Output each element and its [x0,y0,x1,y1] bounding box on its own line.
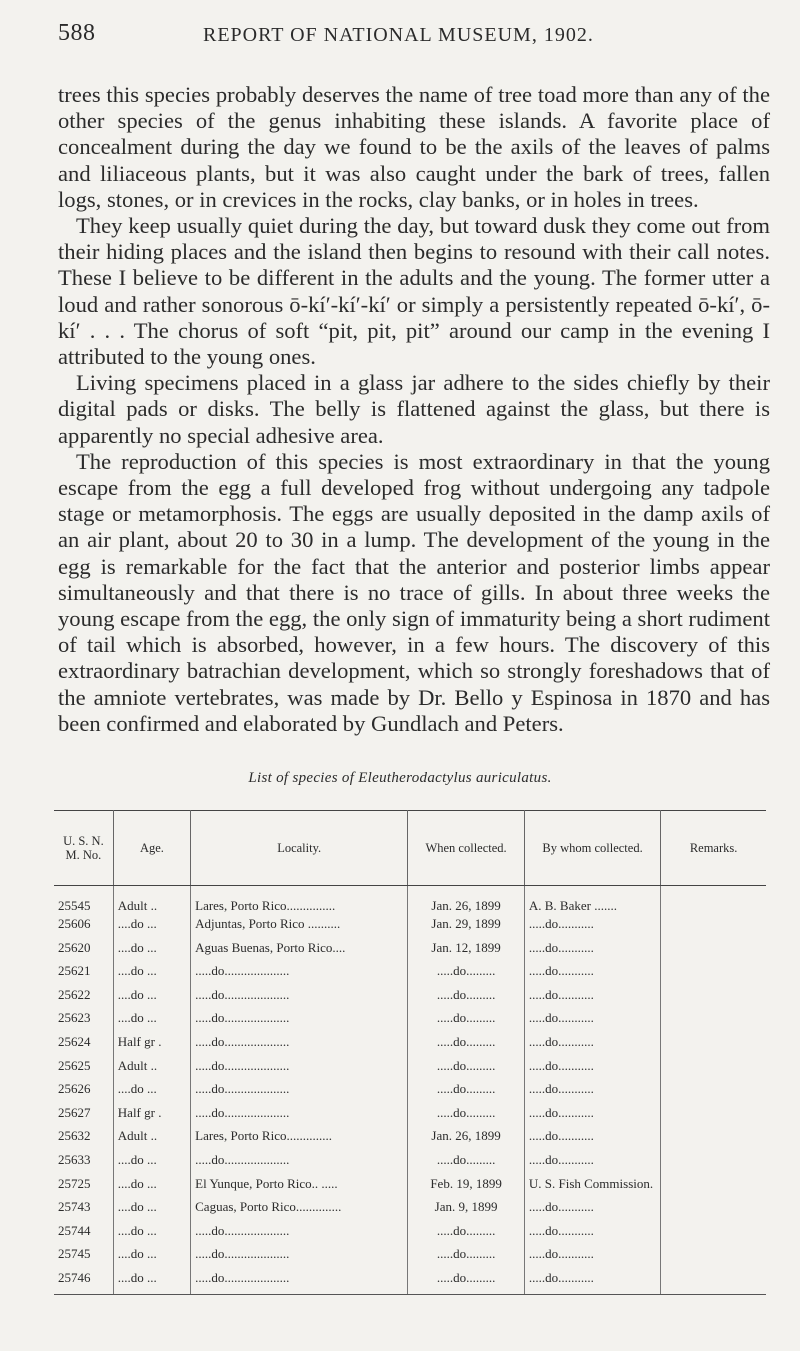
table-row [54,1223,766,1247]
cell-when: Jan. 29, 1899 [408,916,525,940]
cell-when: .....do......... [408,1270,525,1294]
cell-collector: .....do........... [524,1270,660,1294]
page-header [58,20,758,50]
cell-number: 25725 [54,1176,113,1200]
cell-number: 25623 [54,1010,113,1034]
cell-number: 25626 [54,1081,113,1105]
cell-collector: .....do........... [524,1128,660,1152]
cell-number: 25545 [54,886,113,917]
cell-number: 25633 [54,1152,113,1176]
cell-when: .....do......... [408,1152,525,1176]
cell-age: Adult .. [113,1058,190,1082]
cell-collector: .....do........... [524,1058,660,1082]
cell-number: 25621 [54,963,113,987]
cell-collector: .....do........... [524,1199,660,1223]
cell-age: ....do ... [113,940,190,964]
cell-collector: .....do........... [524,940,660,964]
cell-collector: .....do........... [524,987,660,1011]
cell-age: ....do ... [113,1223,190,1247]
paragraph: They keep usually quiet during the day, but toward dusk they come out from their hiding places and the island then begins to resound with their call notes. These I believe to be different in the adults and the young. The former utter a loud and rather sonorous ō-kí′-kí′-kí′ or simply a persistently repeated ō-kí′, ō-kí′ . . . The chorus of soft “pit, pit, pit” around our camp in the evening I attributed to the young ones. [58,213,770,370]
cell-remarks [661,1152,766,1176]
cell-remarks [661,1199,766,1223]
column-header-locality: Locality. [191,811,408,886]
cell-number: 25744 [54,1223,113,1247]
cell-when: .....do......... [408,1034,525,1058]
column-header-when: When collected. [408,811,525,886]
table-row [54,1058,766,1082]
cell-remarks [661,940,766,964]
cell-remarks [661,1105,766,1129]
cell-when: .....do......... [408,1058,525,1082]
table-row [54,1176,766,1200]
table-row [54,940,766,964]
cell-age: ....do ... [113,1270,190,1294]
cell-number: 25625 [54,1058,113,1082]
table-row [54,1128,766,1152]
cell-collector: .....do........... [524,1223,660,1247]
page-number: 588 [58,20,96,46]
cell-remarks [661,1128,766,1152]
cell-when: Jan. 12, 1899 [408,940,525,964]
cell-number: 25624 [54,1034,113,1058]
cell-remarks [661,1176,766,1200]
table-row [54,1105,766,1129]
cell-collector: U. S. Fish Commission. [524,1176,660,1200]
cell-number: 25620 [54,940,113,964]
cell-collector: .....do........... [524,1246,660,1270]
cell-locality: .....do.................... [191,1010,408,1034]
cell-when: Jan. 9, 1899 [408,1199,525,1223]
cell-age: ....do ... [113,1246,190,1270]
cell-age: Adult .. [113,886,190,917]
table-body [54,886,766,1295]
cell-remarks [661,1034,766,1058]
cell-remarks [661,1223,766,1247]
column-header-collector: By whom collected. [524,811,660,886]
cell-age: ....do ... [113,1081,190,1105]
table-row [54,1010,766,1034]
cell-collector: .....do........... [524,1152,660,1176]
cell-remarks [661,916,766,940]
cell-remarks [661,1010,766,1034]
cell-age: Half gr . [113,1105,190,1129]
column-header-age: Age. [113,811,190,886]
cell-when: .....do......... [408,963,525,987]
table-row [54,886,766,917]
cell-age: ....do ... [113,963,190,987]
cell-locality: Aguas Buenas, Porto Rico.... [191,940,408,964]
cell-collector: .....do........... [524,1034,660,1058]
paragraph: Living specimens placed in a glass jar adhere to the sides chiefly by their digital pads or disks. The belly is flattened against the glass, but there is apparently no special adhesive area. [58,370,770,448]
paragraph: trees this species probably deserves the name of tree toad more than any of the other species of the genus inhabiting these islands. A favorite place of concealment during the day we found to be the axils of the leaves of palms and liliaceous plants, but it was also caught under the bark of trees, fallen logs, stones, or in crevices in the rocks, clay banks, or in holes in trees. [58,82,770,212]
cell-when: .....do......... [408,987,525,1011]
cell-when: .....do......... [408,1105,525,1129]
cell-collector: .....do........... [524,963,660,987]
cell-age: ....do ... [113,987,190,1011]
column-header-remarks: Remarks. [661,811,766,886]
cell-locality: Caguas, Porto Rico.............. [191,1199,408,1223]
cell-remarks [661,987,766,1011]
table-row [54,1246,766,1270]
cell-when: .....do......... [408,1223,525,1247]
table-row [54,1270,766,1294]
cell-locality: .....do.................... [191,987,408,1011]
cell-remarks [661,886,766,917]
cell-when: Jan. 26, 1899 [408,1128,525,1152]
cell-number: 25622 [54,987,113,1011]
cell-locality: .....do.................... [191,1058,408,1082]
cell-age: ....do ... [113,1010,190,1034]
cell-locality: El Yunque, Porto Rico.. ..... [191,1176,408,1200]
cell-locality: .....do.................... [191,1152,408,1176]
cell-age: Adult .. [113,1128,190,1152]
cell-locality: .....do.................... [191,1034,408,1058]
cell-collector: .....do........... [524,1010,660,1034]
cell-age: ....do ... [113,1199,190,1223]
cell-number: 25746 [54,1270,113,1294]
table-row [54,987,766,1011]
cell-collector: .....do........... [524,1081,660,1105]
cell-number: 25632 [54,1128,113,1152]
cell-number: 25627 [54,1105,113,1129]
table-row [54,916,766,940]
cell-remarks [661,1058,766,1082]
cell-number: 25745 [54,1246,113,1270]
cell-collector: A. B. Baker ....... [524,886,660,917]
cell-locality: Lares, Porto Rico.............. [191,1128,408,1152]
paragraph: The reproduction of this species is most extraordinary in that the young escape from the egg a full developed frog without undergoing any tadpole stage or metamorphosis. The eggs are usually deposited in the damp axils of an air plant, about 20 to 30 in a lump. The development of the young in the egg is remarkable for the fact that the anterior and posterior limbs appear simultaneously and that there is no trace of gills. In about three weeks the young escape from the egg, the only sign of immaturity being a short rudiment of tail which is absorbed, however, in a few hours. The discovery of this extraordinary batrachian development, which so strongly foreshadows that of the amniote vertebrates, was made by Dr. Bello y Espinosa in 1870 and has been confirmed and elaborated by Gundlach and Peters. [58,448,770,736]
cell-age: ....do ... [113,916,190,940]
cell-when: .....do......... [408,1246,525,1270]
cell-locality: Adjuntas, Porto Rico .......... [191,916,408,940]
cell-locality: .....do.................... [191,1270,408,1294]
table-row [54,1199,766,1223]
cell-locality: .....do.................... [191,1223,408,1247]
cell-locality: Lares, Porto Rico............... [191,886,408,917]
table-row [54,1152,766,1176]
cell-locality: .....do.................... [191,1105,408,1129]
cell-remarks [661,1081,766,1105]
cell-when: Jan. 26, 1899 [408,886,525,917]
cell-remarks [661,1246,766,1270]
cell-locality: .....do.................... [191,963,408,987]
specimen-table [54,810,766,1295]
cell-age: Half gr . [113,1034,190,1058]
table-row [54,1081,766,1105]
cell-collector: .....do........... [524,916,660,940]
cell-remarks [661,1270,766,1294]
body-text [58,82,770,737]
cell-number: 25606 [54,916,113,940]
table-row [54,963,766,987]
cell-when: .....do......... [408,1010,525,1034]
cell-when: Feb. 19, 1899 [408,1176,525,1200]
cell-locality: .....do.................... [191,1246,408,1270]
cell-collector: .....do........... [524,1105,660,1129]
cell-locality: .....do.................... [191,1081,408,1105]
running-head: REPORT OF NATIONAL MUSEUM, 1902. [203,24,594,46]
cell-when: .....do......... [408,1081,525,1105]
table-row [54,1034,766,1058]
cell-remarks [661,963,766,987]
column-header-number: U. S. N. M. No. [54,811,113,886]
cell-age: ....do ... [113,1152,190,1176]
table-header-row [54,811,766,886]
cell-number: 25743 [54,1199,113,1223]
list-title: List of species of Eleutherodactylus auriculatus. [248,770,552,786]
cell-age: ....do ... [113,1176,190,1200]
